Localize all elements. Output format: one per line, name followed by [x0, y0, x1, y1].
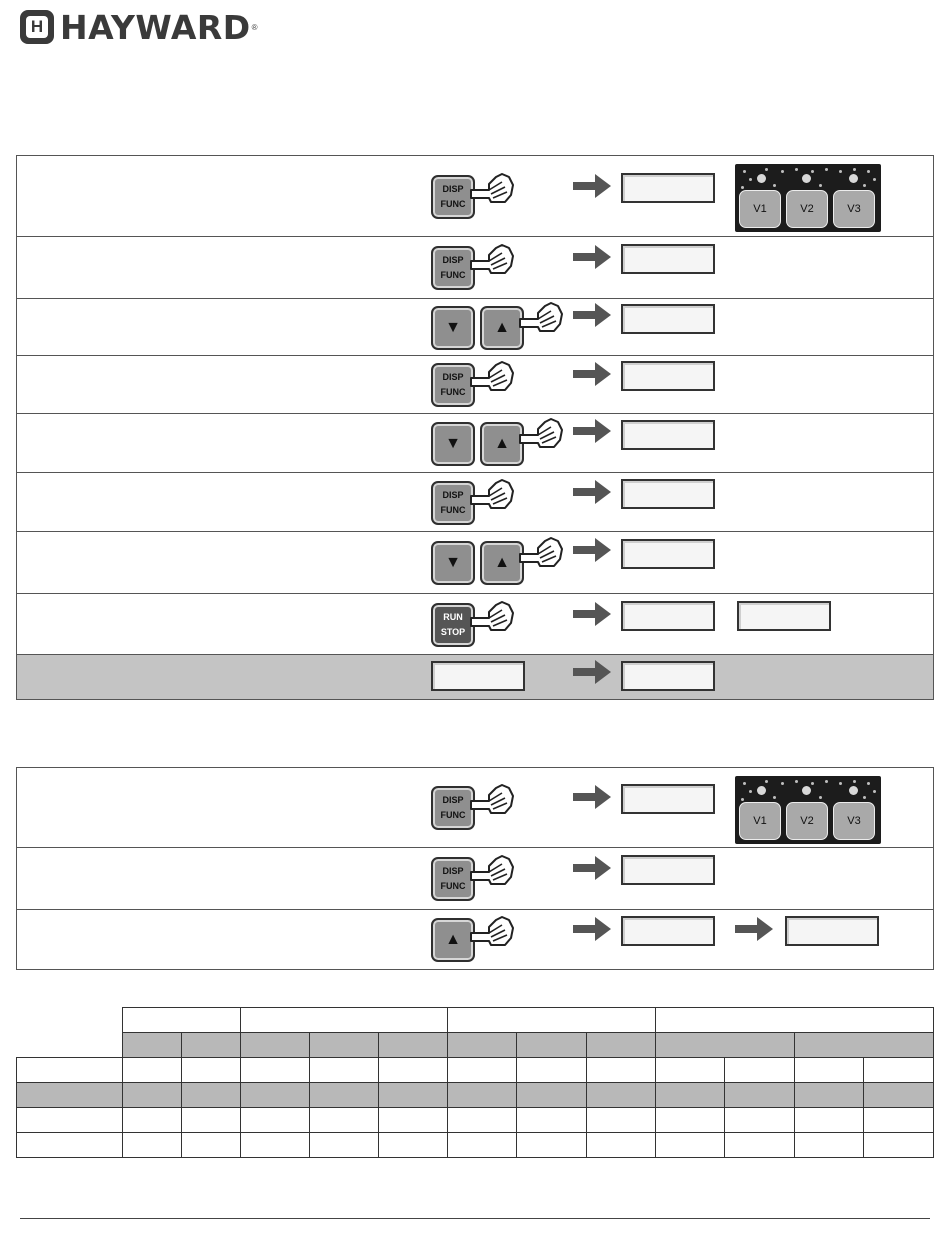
right-arrow-icon [573, 479, 613, 505]
pointing-finger-icon [518, 300, 564, 339]
step-description [17, 473, 407, 531]
right-arrow-icon [573, 855, 613, 881]
board-dot [811, 782, 814, 785]
step-description [17, 848, 407, 909]
lcd-display [785, 916, 879, 946]
step-description [17, 910, 407, 969]
table-row [17, 1108, 934, 1133]
lcd-display [621, 784, 715, 814]
board-dot [795, 780, 798, 783]
board-dot [863, 184, 866, 187]
step-description [17, 414, 407, 472]
step-row [17, 655, 933, 699]
board-dot [819, 796, 822, 799]
valve-indicator-board [735, 164, 881, 232]
step-description [17, 299, 407, 355]
valve-indicator-board [735, 776, 881, 844]
pointing-finger-icon [469, 477, 515, 516]
board-dot [743, 170, 746, 173]
lcd-display [621, 661, 715, 691]
valve-led-icon [802, 786, 811, 795]
board-dot [765, 168, 768, 171]
board-dot [773, 184, 776, 187]
pointing-finger-icon [469, 599, 515, 638]
board-dot [749, 178, 752, 181]
disp-func-button-label-top: DISP [442, 184, 464, 194]
down-arrow-button[interactable] [431, 306, 475, 350]
step-description [17, 156, 407, 236]
step-description [17, 356, 407, 413]
logo-mark-letter: H [30, 17, 44, 36]
step-row [17, 848, 933, 910]
table-row [17, 1058, 934, 1083]
valve-led-icon [849, 786, 858, 795]
registered-mark: ® [251, 22, 258, 32]
board-dot [873, 790, 876, 793]
disp-func-button-label-top: DISP [442, 255, 464, 265]
up-arrow-button-glyph: ▲ [494, 554, 510, 571]
table-group-header-row [17, 1008, 934, 1033]
footer-rule [20, 1218, 930, 1219]
lcd-display [621, 173, 715, 203]
disp-func-button-label-bottom: FUNC [440, 881, 466, 891]
down-arrow-button-glyph: ▼ [445, 319, 461, 336]
board-dot [781, 782, 784, 785]
settings-table [16, 1007, 934, 1158]
valve-button-v2[interactable]: V2 [786, 190, 828, 228]
lcd-display [621, 539, 715, 569]
board-dot [773, 796, 776, 799]
board-dot [765, 780, 768, 783]
valve-led-icon [757, 174, 766, 183]
step-description [17, 594, 407, 654]
lcd-display [621, 479, 715, 509]
board-dot [853, 780, 856, 783]
board-dot [825, 780, 828, 783]
table-group-cell [448, 1008, 655, 1033]
board-dot [839, 170, 842, 173]
procedure-panel-2 [16, 767, 934, 970]
step-row [17, 910, 933, 969]
step-row [17, 237, 933, 299]
procedure-panel-1 [16, 155, 934, 700]
step-row [17, 532, 933, 594]
right-arrow-icon [573, 302, 613, 328]
right-arrow-icon [573, 173, 613, 199]
board-dot [863, 796, 866, 799]
disp-func-button-label-bottom: FUNC [440, 270, 466, 280]
valve-led-icon [757, 786, 766, 795]
up-arrow-button-glyph: ▲ [445, 931, 461, 948]
disp-func-button-label-bottom: FUNC [440, 810, 466, 820]
lcd-display [431, 661, 525, 691]
step-description [17, 768, 407, 847]
step-row [17, 414, 933, 473]
step-row [17, 768, 933, 848]
pointing-finger-icon [469, 782, 515, 821]
step-row [17, 299, 933, 356]
down-arrow-button-glyph: ▼ [445, 554, 461, 571]
right-arrow-icon [573, 418, 613, 444]
right-arrow-icon [573, 244, 613, 270]
run-stop-button-label-bottom: STOP [440, 627, 466, 637]
hayward-logo [20, 7, 258, 47]
step-description [17, 237, 407, 298]
board-dot [867, 782, 870, 785]
board-dot [741, 186, 744, 189]
right-arrow-icon [573, 916, 613, 942]
table-row [17, 1133, 934, 1158]
lcd-display [621, 304, 715, 334]
valve-led-icon [849, 174, 858, 183]
hayward-logo-mark [20, 10, 54, 44]
table-subheader-row [17, 1033, 934, 1058]
lcd-display [621, 855, 715, 885]
right-arrow-icon [573, 784, 613, 810]
board-dot [743, 782, 746, 785]
disp-func-button-label-top: DISP [442, 372, 464, 382]
board-dot [749, 790, 752, 793]
table-group-cell [655, 1008, 933, 1033]
pointing-finger-icon [518, 416, 564, 455]
board-dot [819, 184, 822, 187]
disp-func-button-label-top: DISP [442, 795, 464, 805]
down-arrow-button[interactable] [431, 422, 475, 466]
lcd-display [621, 420, 715, 450]
disp-func-button-label-bottom: FUNC [440, 505, 466, 515]
valve-button-v2[interactable]: V2 [786, 802, 828, 840]
lcd-display [737, 601, 831, 631]
pointing-finger-icon [469, 853, 515, 892]
board-dot [867, 170, 870, 173]
valve-led-icon [802, 174, 811, 183]
board-dot [839, 782, 842, 785]
right-arrow-icon [573, 361, 613, 387]
down-arrow-button-glyph: ▼ [445, 435, 461, 452]
board-dot [825, 168, 828, 171]
step-description [17, 655, 407, 699]
pointing-finger-icon [469, 242, 515, 281]
board-dot [741, 798, 744, 801]
table-row [17, 1083, 934, 1108]
pointing-finger-icon [469, 171, 515, 210]
disp-func-button-label-top: DISP [442, 490, 464, 500]
table-group-cell [241, 1008, 448, 1033]
lcd-display [621, 916, 715, 946]
run-stop-button-label-top: RUN [443, 612, 463, 622]
pointing-finger-icon [469, 359, 515, 398]
board-dot [781, 170, 784, 173]
right-arrow-icon [573, 537, 613, 563]
brand-name: HAYWARD [60, 7, 251, 47]
valve-button-v3[interactable]: V3 [833, 802, 875, 840]
lcd-display [621, 361, 715, 391]
valve-button-v1[interactable]: V1 [739, 190, 781, 228]
up-arrow-button-glyph: ▲ [494, 319, 510, 336]
down-arrow-button[interactable] [431, 541, 475, 585]
disp-func-button-label-top: DISP [442, 866, 464, 876]
step-row [17, 473, 933, 532]
step-row [17, 356, 933, 414]
up-arrow-button-glyph: ▲ [494, 435, 510, 452]
step-description [17, 532, 407, 593]
table-group-cell [123, 1008, 241, 1033]
step-row [17, 156, 933, 237]
pointing-finger-icon [518, 535, 564, 574]
pointing-finger-icon [469, 914, 515, 953]
step-row [17, 594, 933, 655]
right-arrow-icon [735, 916, 775, 942]
right-arrow-icon [573, 659, 613, 685]
right-arrow-icon [573, 601, 613, 627]
lcd-display [621, 244, 715, 274]
board-dot [873, 178, 876, 181]
disp-func-button-label-bottom: FUNC [440, 199, 466, 209]
board-dot [811, 170, 814, 173]
lcd-display [621, 601, 715, 631]
valve-button-v1[interactable]: V1 [739, 802, 781, 840]
valve-button-v3[interactable]: V3 [833, 190, 875, 228]
disp-func-button-label-bottom: FUNC [440, 387, 466, 397]
board-dot [853, 168, 856, 171]
board-dot [795, 168, 798, 171]
